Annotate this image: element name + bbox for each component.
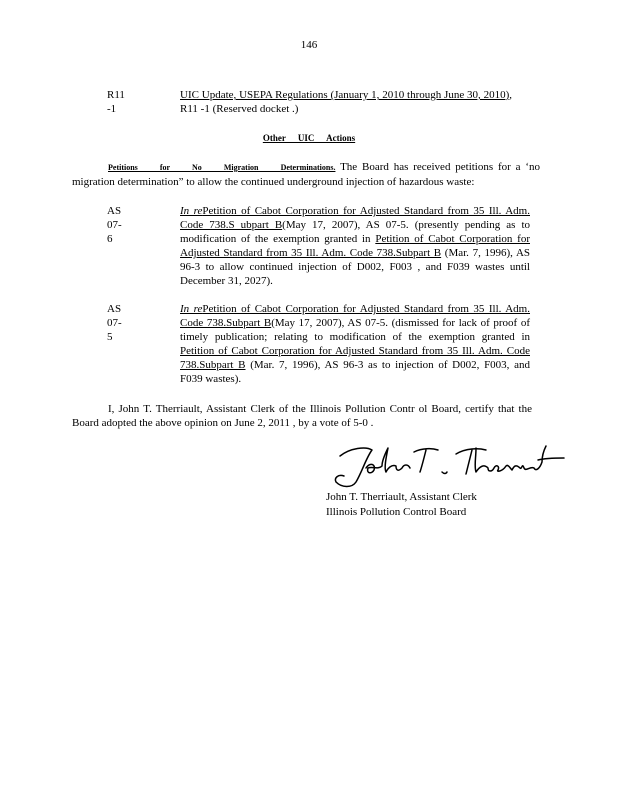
- case-text: (May 17, 2007), AS 07-5. (dismissed for lack of proof of timely publication; relating to modification of the exemption granted in: [180, 317, 530, 343]
- docket-status: , R11 -1 (Reserved docket .): [180, 89, 512, 115]
- case-text: (May 17, 2007), AS 07-5. (presently pending as to modification of the exemption granted in: [180, 219, 530, 245]
- docket-number: AS 07-5: [107, 303, 122, 343]
- case-text-secondary: (Mar. 7, 1996), AS 96-3 as to injection of D002, F003, and F039 wastes).: [180, 359, 531, 385]
- signer-organization: Illinois Pollution Control Board: [326, 506, 467, 518]
- docket-caption: UIC Update, USEPA Regulations (January 1, 2010 through June 30, 2010): [180, 89, 510, 101]
- case-caption-secondary: Petition of Cabot Corporation for Adjusted Standard from 35 Ill. Adm. Code 738.Subpart B: [180, 345, 530, 371]
- page-number: 146: [300, 39, 318, 51]
- docket-number: AS 07-6: [107, 205, 122, 245]
- certification-paragraph: I, John T. Therriault, Assistant Clerk of the Illinois Pollution Contr ol Board, certify that the Board adopted the above opinion on June 2, 2011 , by a vote of 5-0 .: [72, 403, 532, 429]
- handwritten-signature: [326, 438, 566, 490]
- section-heading: Other UIC Actions: [262, 133, 356, 143]
- docket-description: [180, 302, 530, 386]
- docket-description: [180, 88, 512, 116]
- signature-block: [326, 490, 546, 520]
- case-caption: Petition of Cabot Corporation for Adjusted Standard from 35 Ill. Adm. Code 738.S ubpart B: [180, 205, 530, 231]
- case-caption-secondary: Petition of Cabot Corporation for Adjusted Standard from 35 Ill. Adm. Code 738.Subpart B: [180, 233, 530, 259]
- intro-paragraph: [72, 160, 540, 189]
- intro-text: The Board has received petitions for a ‘no migration determination” to allow the continued underground injection of hazardous waste:: [72, 161, 540, 188]
- signer-name-title: John T. Therriault, Assistant Clerk: [326, 491, 477, 503]
- docket-description: [180, 204, 530, 288]
- intro-lead: Petitions for No Migration Determinations.: [108, 163, 336, 172]
- in-re-label: In re: [180, 205, 203, 217]
- docket-number: R11 -1: [107, 89, 125, 115]
- case-caption: Petition of Cabot Corporation for Adjusted Standard from 35 Ill. Adm. Code 738.Subpart B: [180, 303, 530, 329]
- in-re-label: In re: [180, 303, 203, 315]
- case-text-secondary: (Mar. 7, 1996), AS 96-3 to allow continued injection of D002, F003 , and F039 wastes until December 31, 2027).: [180, 247, 531, 287]
